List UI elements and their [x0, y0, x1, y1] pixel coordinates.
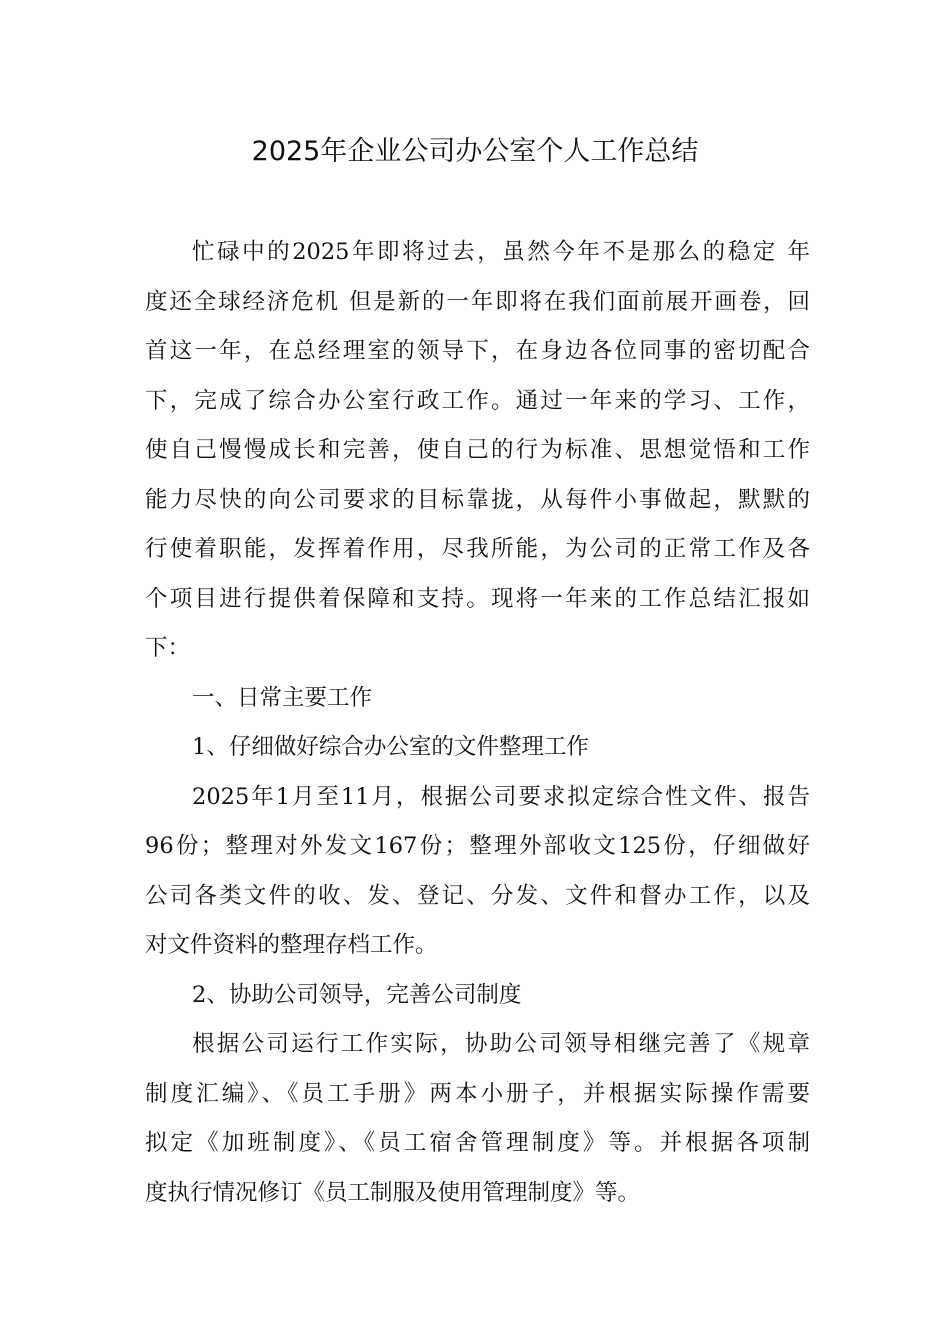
paragraph-line: 下： — [145, 635, 191, 661]
paragraph-line: 使自己慢慢成长和完善，使自己的行为标准、思想觉悟和工作 — [145, 437, 810, 463]
paragraph-line: 对文件资料的整理存档工作。 — [145, 932, 438, 958]
paragraph-line: 忙碌中的2025年即将过去，虽然今年不是那么的稳定 年 — [192, 239, 810, 265]
document-body — [145, 228, 810, 1218]
paragraph-line: 96份；整理对外发文167份；整理外部收文125份，仔细做好 — [145, 833, 810, 859]
paragraph-line: 一、日常主要工作 — [192, 684, 373, 711]
paragraph-line: 个项目进行提供着保障和支持。现将一年来的工作总结汇报如 — [145, 585, 810, 612]
paragraph-line: 1、仔细做好综合办公室的文件整理工作 — [192, 734, 589, 760]
paragraph-line: 拟定《加班制度》、《员工宿舍管理制度》等。并根据各项制 — [145, 1130, 810, 1156]
paragraph-line: 2025年1月至11月，根据公司要求拟定综合性文件、报告 — [192, 783, 810, 810]
paragraph-line: 根据公司运行工作实际，协助公司领导相继完善了《规章 — [192, 1031, 810, 1057]
document-title: 2025年企业公司办公室个人工作总结 — [251, 136, 699, 167]
paragraph-line: 度执行情况修订《员工制服及使用管理制度》等。 — [145, 1179, 641, 1206]
paragraph-line: 2、协助公司领导，完善公司制度 — [192, 981, 522, 1008]
paragraph-line: 行使着职能，发挥着作用，尽我所能，为公司的正常工作及各 — [145, 536, 810, 562]
paragraph-line: 度还全球经济危机 但是新的一年即将在我们面前展开画卷，回 — [145, 288, 810, 315]
paragraph-line: 公司各类文件的收、发、登记、分发、文件和督办工作，以及 — [145, 882, 810, 909]
paragraph-line: 下，完成了综合办公室行政工作。通过一年来的学习、工作， — [145, 387, 810, 414]
paragraph-line: 能力尽快的向公司要求的目标靠拢，从每件小事做起，默默的 — [145, 486, 810, 513]
paragraph-line: 首这一年，在总经理室的领导下，在身边各位同事的密切配合 — [145, 338, 810, 364]
paragraph-line: 制度汇编》、《员工手册》两本小册子，并根据实际操作需要 — [145, 1080, 810, 1107]
